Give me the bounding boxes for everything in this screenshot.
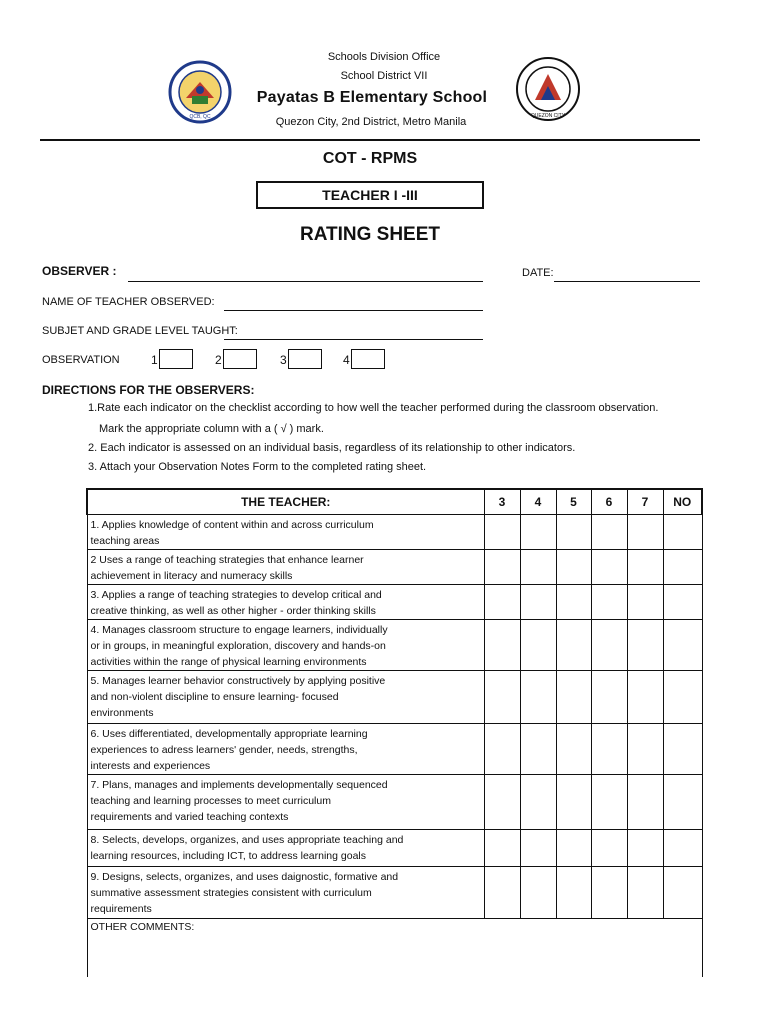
rating-cell[interactable] [556, 724, 591, 775]
rating-table [86, 488, 703, 977]
observation-box-4[interactable] [351, 349, 385, 369]
rating-cell[interactable] [663, 550, 702, 585]
table-row [87, 867, 702, 919]
rating-cell[interactable] [484, 585, 520, 620]
rating-cell[interactable] [663, 671, 702, 724]
direction-line-3: 3. Attach your Observation Notes Form to the completed rating sheet. [88, 461, 427, 473]
rating-cell[interactable] [591, 585, 627, 620]
header-rating-no: NO [663, 489, 702, 515]
observation-number-3: 3 [280, 353, 287, 367]
indicator-9: 9. Designs, selects, organizes, and uses daignostic, formative and summative assessment strategies consistent with curriculum requirements [87, 867, 484, 919]
rating-cell[interactable] [591, 550, 627, 585]
rating-cell[interactable] [556, 585, 591, 620]
direction-line-2: 2. Each indicator is assessed on an individual basis, regardless of its relationship to other indicators. [88, 442, 576, 454]
rating-cell[interactable] [663, 867, 702, 919]
rating-sheet-title: RATING SHEET [299, 224, 441, 245]
rating-cell[interactable] [520, 724, 556, 775]
school-address: Quezon City, 2nd District, Metro Manila [275, 116, 467, 128]
rating-cell[interactable] [484, 550, 520, 585]
rating-cell[interactable] [520, 671, 556, 724]
header-rating-7: 7 [627, 489, 663, 515]
header-rating-6: 6 [591, 489, 627, 515]
rating-cell[interactable] [556, 515, 591, 550]
rating-cell[interactable] [627, 867, 663, 919]
comments-row [87, 919, 702, 977]
rating-cell[interactable] [484, 775, 520, 830]
rating-cell[interactable] [484, 620, 520, 671]
school-logo-bottom-text: QCB, QC [189, 114, 211, 120]
rating-cell[interactable] [663, 775, 702, 830]
header-rating-5: 5 [556, 489, 591, 515]
indicator-7: 7. Plans, manages and implements developmentally sequenced teaching and learning processes to meet curriculum requirements and varied teaching contexts [87, 775, 484, 830]
header-rating-4: 4 [520, 489, 556, 515]
table-row [87, 550, 702, 585]
rating-cell[interactable] [663, 585, 702, 620]
cot-title: COT - RPMS [322, 150, 418, 167]
teacher-level-box: TEACHER I -III [256, 181, 484, 209]
indicator-3: 3. Applies a range of teaching strategies to develop critical and creative thinking, as well as other higher - order thinking skills [87, 585, 484, 620]
rating-cell[interactable] [591, 775, 627, 830]
rating-cell[interactable] [520, 585, 556, 620]
observation-number-4: 4 [343, 353, 350, 367]
rating-cell[interactable] [556, 867, 591, 919]
observation-box-1[interactable] [159, 349, 193, 369]
indicator-2: 2 Uses a range of teaching strategies that enhance learner achievement in literacy and numeracy skills [87, 550, 484, 585]
comments-cell[interactable] [87, 919, 702, 977]
rating-cell[interactable] [627, 724, 663, 775]
rating-cell[interactable] [484, 867, 520, 919]
table-row [87, 515, 702, 550]
rating-cell[interactable] [556, 550, 591, 585]
table-row [87, 585, 702, 620]
indicator-1: 1. Applies knowledge of content within and across curriculum teaching areas [87, 515, 484, 550]
rating-cell[interactable] [520, 867, 556, 919]
teacher-observed-field[interactable] [224, 310, 483, 311]
observation-number-2: 2 [215, 353, 222, 367]
subject-grade-label: SUBJET AND GRADE LEVEL TAUGHT: [42, 325, 238, 337]
rating-cell[interactable] [627, 620, 663, 671]
rating-cell[interactable] [663, 620, 702, 671]
comments-label: OTHER COMMENTS: [90, 921, 195, 933]
table-row [87, 724, 702, 775]
rating-cell[interactable] [556, 671, 591, 724]
rating-cell[interactable] [591, 724, 627, 775]
teacher-observed-label: NAME OF TEACHER OBSERVED: [42, 296, 215, 308]
division-logo [515, 56, 581, 122]
directions-heading: DIRECTIONS FOR THE OBSERVERS: [42, 383, 255, 397]
school-name: Payatas B Elementary School [256, 89, 488, 106]
observation-box-2[interactable] [223, 349, 257, 369]
indicator-4: 4. Manages classroom structure to engage learners, individually or in groups, in meaningful exploration, discovery and hands-on activities within the range of physical learning environments [87, 620, 484, 671]
rating-cell[interactable] [627, 585, 663, 620]
header-the-teacher: THE TEACHER: [87, 489, 484, 515]
district-text: School District VII [340, 70, 428, 82]
rating-cell[interactable] [556, 775, 591, 830]
table-row [87, 671, 702, 724]
rating-cell[interactable] [556, 830, 591, 867]
table-row [87, 775, 702, 830]
rating-cell[interactable] [591, 830, 627, 867]
header-divider [40, 139, 700, 141]
indicator-8: 8. Selects, develops, organizes, and uses appropriate teaching and learning resources, including ICT, to address learning goals [87, 830, 484, 867]
direction-line-1b: Mark the appropriate column with a ( √ ) mark. [99, 423, 324, 435]
rating-cell[interactable] [520, 830, 556, 867]
table-row [87, 620, 702, 671]
rating-cell[interactable] [520, 550, 556, 585]
observer-label: OBSERVER : [42, 264, 117, 278]
observation-label: OBSERVATION [42, 354, 120, 366]
rating-cell[interactable] [627, 830, 663, 867]
rating-cell[interactable] [520, 515, 556, 550]
indicator-5: 5. Manages learner behavior constructively by applying positive and non-violent discipline to ensure learning- focused environments [87, 671, 484, 724]
rating-cell[interactable] [627, 550, 663, 585]
rating-cell[interactable] [663, 724, 702, 775]
observation-box-3[interactable] [288, 349, 322, 369]
rating-cell[interactable] [484, 671, 520, 724]
office-text: Schools Division Office [327, 51, 441, 63]
table-header-row [87, 489, 702, 515]
rating-cell[interactable] [627, 671, 663, 724]
rating-cell[interactable] [484, 515, 520, 550]
rating-cell[interactable] [484, 724, 520, 775]
rating-cell[interactable] [663, 830, 702, 867]
header-rating-3: 3 [484, 489, 520, 515]
direction-line-1: 1.Rate each indicator on the checklist according to how well the teacher performed during the classroom observation. [88, 402, 659, 414]
subject-grade-field[interactable] [224, 339, 483, 340]
rating-cell[interactable] [520, 620, 556, 671]
rating-cell[interactable] [663, 515, 702, 550]
table-row [87, 830, 702, 867]
division-logo-bottom-text: QUEZON CITY [530, 113, 566, 119]
rating-cell[interactable] [591, 867, 627, 919]
rating-cell[interactable] [591, 620, 627, 671]
date-field[interactable] [554, 281, 700, 282]
rating-cell[interactable] [520, 775, 556, 830]
observation-number-1: 1 [151, 353, 158, 367]
observer-field[interactable] [128, 281, 483, 282]
rating-cell[interactable] [627, 515, 663, 550]
rating-cell[interactable] [591, 515, 627, 550]
date-label: DATE: [522, 267, 554, 279]
rating-cell[interactable] [484, 830, 520, 867]
rating-cell[interactable] [591, 671, 627, 724]
indicator-6: 6. Uses differentiated, developmentally appropriate learning experiences to adress learners' gender, needs, strengths, interests and experiences [87, 724, 484, 775]
rating-cell[interactable] [627, 775, 663, 830]
rating-cell[interactable] [556, 620, 591, 671]
